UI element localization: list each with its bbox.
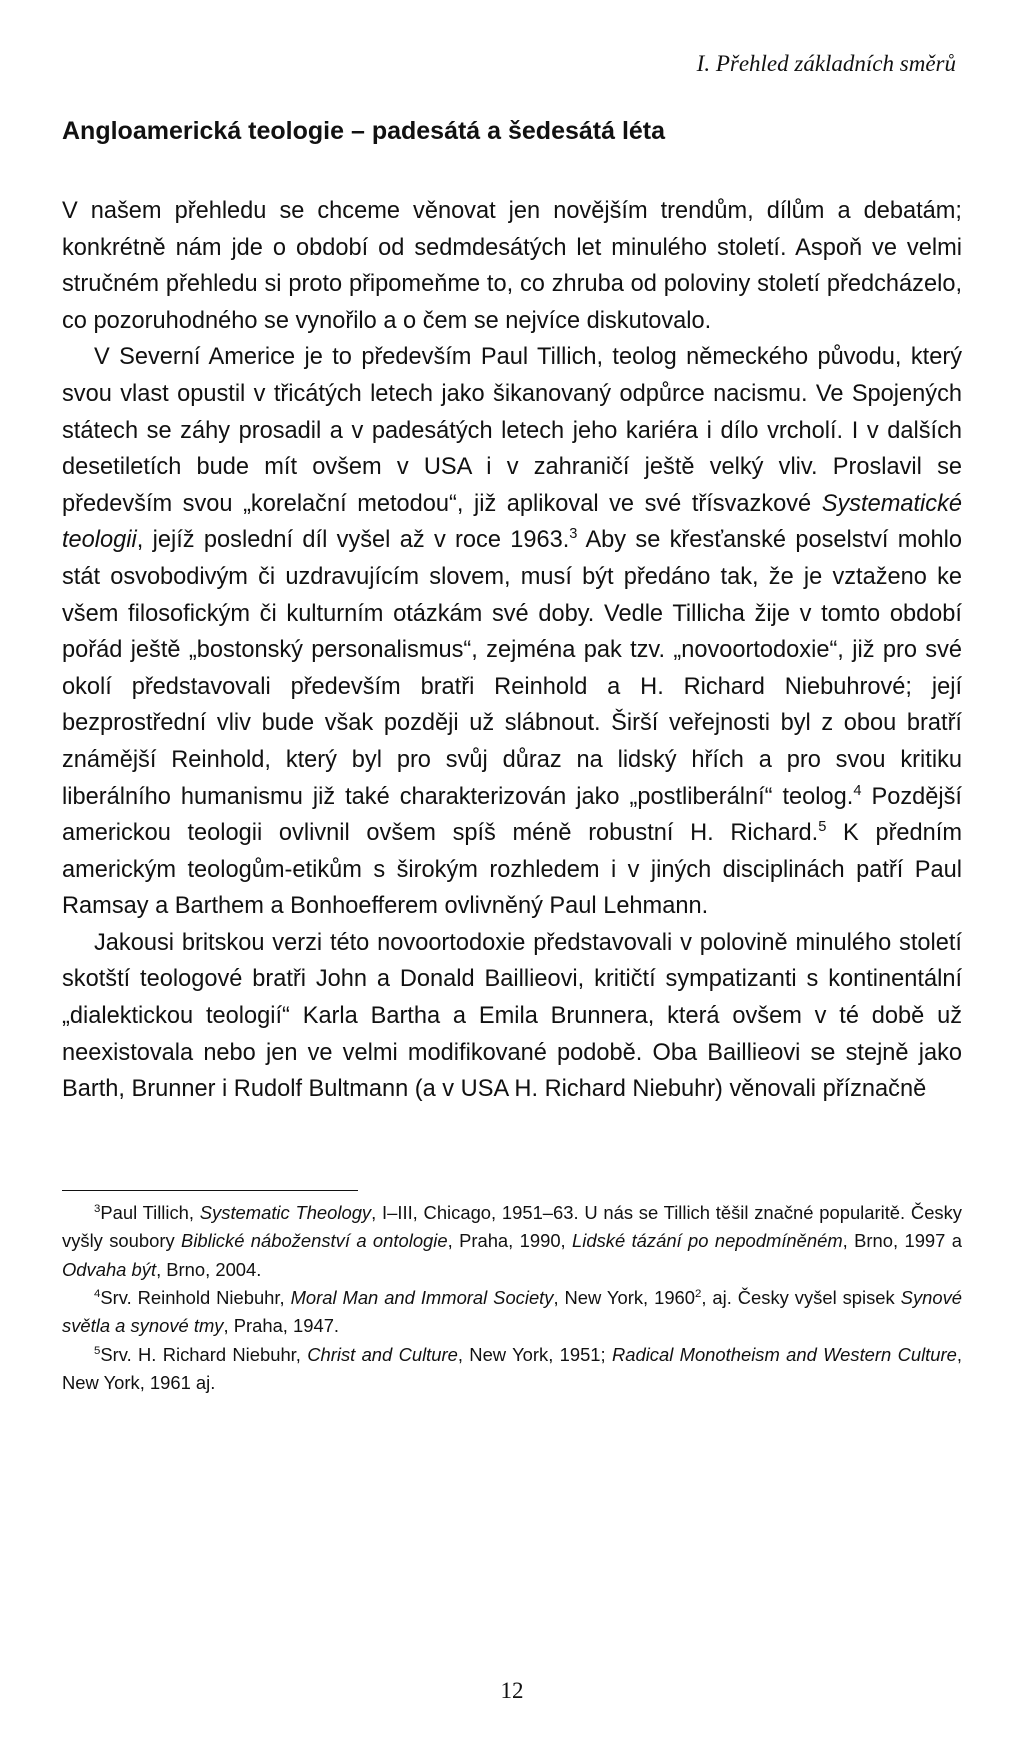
footnote-reference: 4	[853, 782, 862, 799]
footnote-reference: 3	[569, 526, 578, 543]
text-run: Pozdější americkou teologii ovlivnil ovšem spíš méně robustní H. Richard.	[62, 783, 962, 847]
italic-title: Synové světla a synové tmy	[62, 1287, 963, 1337]
text-run: K předním americkým teologům-etikům s širokým rozhledem i v jiných disciplinách patří Paul Ramsay a Barthem a Bonhoefferem ovlivněný Paul Lehmann.	[62, 820, 962, 920]
footnote-reference: 5	[818, 819, 827, 836]
text-run: , aj. Česky vyšel spisek	[701, 1287, 901, 1309]
footnote-reference: 2	[695, 1288, 702, 1300]
paragraph	[62, 193, 962, 339]
footnote-reference: 5	[94, 1344, 101, 1357]
footnote	[62, 1199, 962, 1284]
text-run: Srv. H. Richard Niebuhr,	[100, 1343, 308, 1365]
text-run: Jakousi britskou verzi této novoortodoxie představovali v polovině minulého století skotští teologové bratři John a Donald Baillieovi, kritičtí sympatizanti s kontinentální „dialektickou teologií“ Karla Bartha a Emila Brunnera, která ovšem v té době už neexistovala nebo jen ve velmi modifikované podobě. Oba Baillieovi se stejně jako Barth, Brunner i Rudolf Bultmann (a v USA H. Richard Niebuhr) věnovali příznačně	[62, 929, 962, 1103]
text-run: , New York, 1960	[553, 1287, 695, 1309]
italic-title: Moral Man and Immoral Society	[290, 1287, 554, 1309]
page-number: 12	[500, 1678, 524, 1703]
text-run: V našem přehledu se chceme věnovat jen novějším trendům, dílům a debatám; konkrétně nám jde o období od sedmdesátých let minulého století. Aspoň ve velmi stručném přehledu si proto připomeňme to, co zhruba od poloviny století předcházelo, co pozoruhodného se vynořilo a o čem se nejvíce diskutovalo.	[62, 198, 962, 334]
footnote-separator	[62, 1190, 358, 1191]
paragraph	[62, 925, 962, 1108]
italic-title: Lidské tázání po nepodmíněném	[572, 1230, 843, 1252]
text-run: Aby se křesťanské poselství mohlo stát osvobodivým či uzdravujícím slovem, musí být předáno tak, že je vztaženo ke všem filosofickým či kulturním otázkám své doby. Vedle Tillicha žije v tomto období pořád ještě „bostonský personalismus“, zejména pak tzv. „novoortodoxie“, již pro své okolí představovali především bratři Reinhold a H. Richard Niebuhrové; její bezprostřední vliv bude však později už slábnout. Širší veřejnosti byl z obou bratří známější Reinhold, který byl pro svůj důraz na lidský hřích a pro svou kritiku liberálního humanismu již také charakterizován jako „postliberální“ teolog.	[62, 527, 963, 810]
italic-title: Christ and Culture	[307, 1343, 458, 1365]
paragraph	[62, 339, 962, 925]
text-run: , New York, 1961 aj.	[62, 1343, 962, 1394]
italic-title: Systematic Theology	[199, 1201, 372, 1223]
text-run: , Praha, 1947.	[223, 1315, 340, 1337]
italic-title: Odvaha být	[62, 1258, 157, 1280]
text-run: , Brno, 2004.	[156, 1258, 262, 1280]
italic-title: Radical Monotheism and Western Culture	[611, 1343, 957, 1365]
book-page	[62, 50, 962, 1398]
text-run: V Severní Americe je to především Paul Tillich, teolog německého původu, který svou vlast opustil v třicátých letech jako šikanovaný odpůrce nacismu. Ve Spojených státech se záhy prosadil a v padesátých letech jeho kariéra i dílo vrcholí. I v dalších desetiletích bude mít ovšem v USA i v zahraničí ještě velký vliv. Proslavil se především svou „korelační metodou“, již aplikoval ve své třísvazkové	[62, 344, 962, 517]
footnote	[62, 1341, 962, 1398]
text-run: , Praha, 1990,	[447, 1230, 573, 1252]
text-run: , New York, 1951;	[457, 1343, 612, 1365]
italic-title: Systematické teologii	[62, 490, 962, 554]
text-run: , jejíž poslední díl vyšel až v roce 1963.	[136, 527, 570, 554]
footnotes	[62, 1199, 962, 1398]
text-run: , I–III, Chicago, 1951–63. U nás se Tillich těšil značné popularitě. Česky vyšly soubory	[62, 1201, 963, 1252]
section-heading: Angloamerická teologie – padesátá a šedesátá léta	[62, 117, 666, 145]
text-run: Srv. Reinhold Niebuhr,	[100, 1287, 291, 1309]
footnote	[62, 1284, 962, 1341]
text-run: , Brno, 1997 a	[842, 1230, 962, 1252]
text-run: Paul Tillich,	[100, 1201, 200, 1223]
italic-title: Biblické náboženství a ontologie	[181, 1230, 448, 1252]
running-head: I. Přehled základních směrů	[696, 51, 956, 76]
body-text	[62, 193, 962, 1108]
footnote-reference: 3	[94, 1202, 101, 1215]
footnote-reference: 4	[94, 1288, 101, 1300]
